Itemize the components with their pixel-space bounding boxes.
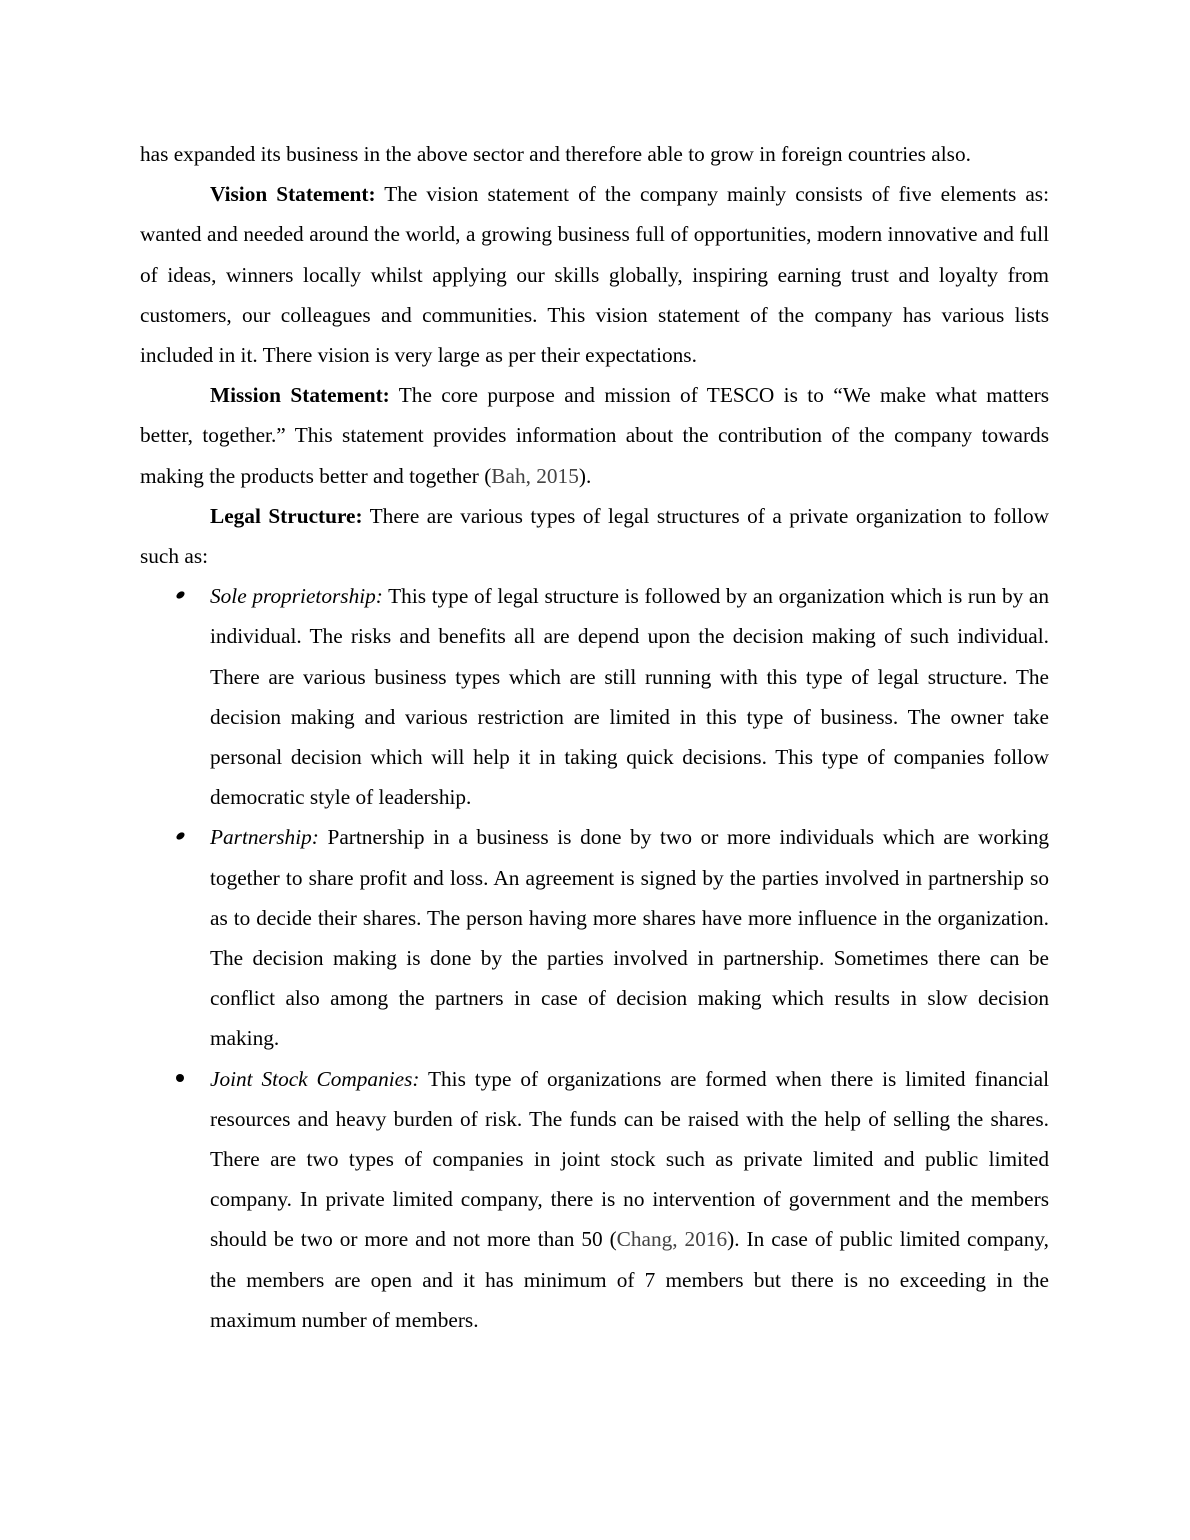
list-item-text: Partnership in a business is done by two or more individuals which are working together to share profit and loss. An agreement is signed by the parties involved in partnership so as to decide their shares. The person having more shares have more influence in the organization. The decision making is done by the parties involved in partnership. Sometimes there can be conflict also among the partners in case of decision making which results in slow decision making. — [210, 825, 1049, 1051]
intro-text: has expanded its business in the above sector and therefore able to grow in foreign countries also. — [140, 142, 971, 166]
list-item-joint-stock-companies — [140, 1059, 1049, 1340]
list-item-term: Partnership: — [210, 825, 319, 850]
vision-paragraph — [140, 174, 1049, 375]
list-item-text-tail: ). In case of public limited company, the members are open and it has minimum of 7 members but there is no exceeding in the maximum number of members. — [210, 1227, 1049, 1332]
mission-text: The core purpose and mission of TESCO is to “We make what matters better, together.” This statement provides information about the contribution of the company towards making the products better and together ( — [140, 383, 1049, 488]
list-item-term: Joint Stock Companies: — [210, 1066, 420, 1091]
legal-text: There are various types of legal structures of a private organization to follow such as: — [140, 503, 1049, 569]
list-item-sole-proprietorship — [140, 576, 1049, 817]
mission-citation: Bah, 2015 — [491, 463, 579, 488]
document-body — [140, 134, 1049, 1340]
vision-heading: Vision Statement: — [210, 182, 376, 207]
legal-paragraph — [140, 496, 1049, 576]
list-item-partnership — [140, 817, 1049, 1058]
bullet-icon — [176, 1074, 184, 1082]
legal-heading: Legal Structure: — [210, 503, 363, 528]
list-item-text: This type of legal structure is followed by an organization which is run by an individual. The risks and benefits all are depend upon the decision making of such individual. There are various business types which are still running with this type of legal structure. The decision making and various restriction are limited in this type of business. The owner take personal decision which will help it in taking quick decisions. This type of companies follow democratic style of leadership. — [210, 584, 1050, 810]
mission-paragraph — [140, 375, 1049, 496]
list-item-citation: Chang, 2016 — [616, 1227, 728, 1252]
list-item-text: This type of organizations are formed when there is limited financial resources and heavy burden of risk. The funds can be raised with the help of selling the shares. There are two types of companies in joint stock such as private limited and public limited company. In private limited company, there is no intervention of government and the members should be two or more and not more than 50 ( — [210, 1066, 1049, 1252]
legal-structure-list — [140, 576, 1049, 1340]
list-item-term: Sole proprietorship: — [210, 584, 383, 609]
bullet-icon — [175, 831, 186, 841]
intro-paragraph — [140, 134, 1049, 174]
vision-text: The vision statement of the company mainly consists of five elements as: wanted and needed around the world, a growing business full of opportunities, modern innovative and full of ideas, winners locally whilst applying our skills globally, inspiring earning trust and loyalty from customers, our colleagues and communities. This vision statement of the company has various lists included in it. There vision is very large as per their expectations. — [140, 182, 1049, 368]
mission-text-tail: ). — [578, 463, 592, 488]
mission-heading: Mission Statement: — [210, 383, 390, 408]
bullet-icon — [175, 590, 186, 600]
